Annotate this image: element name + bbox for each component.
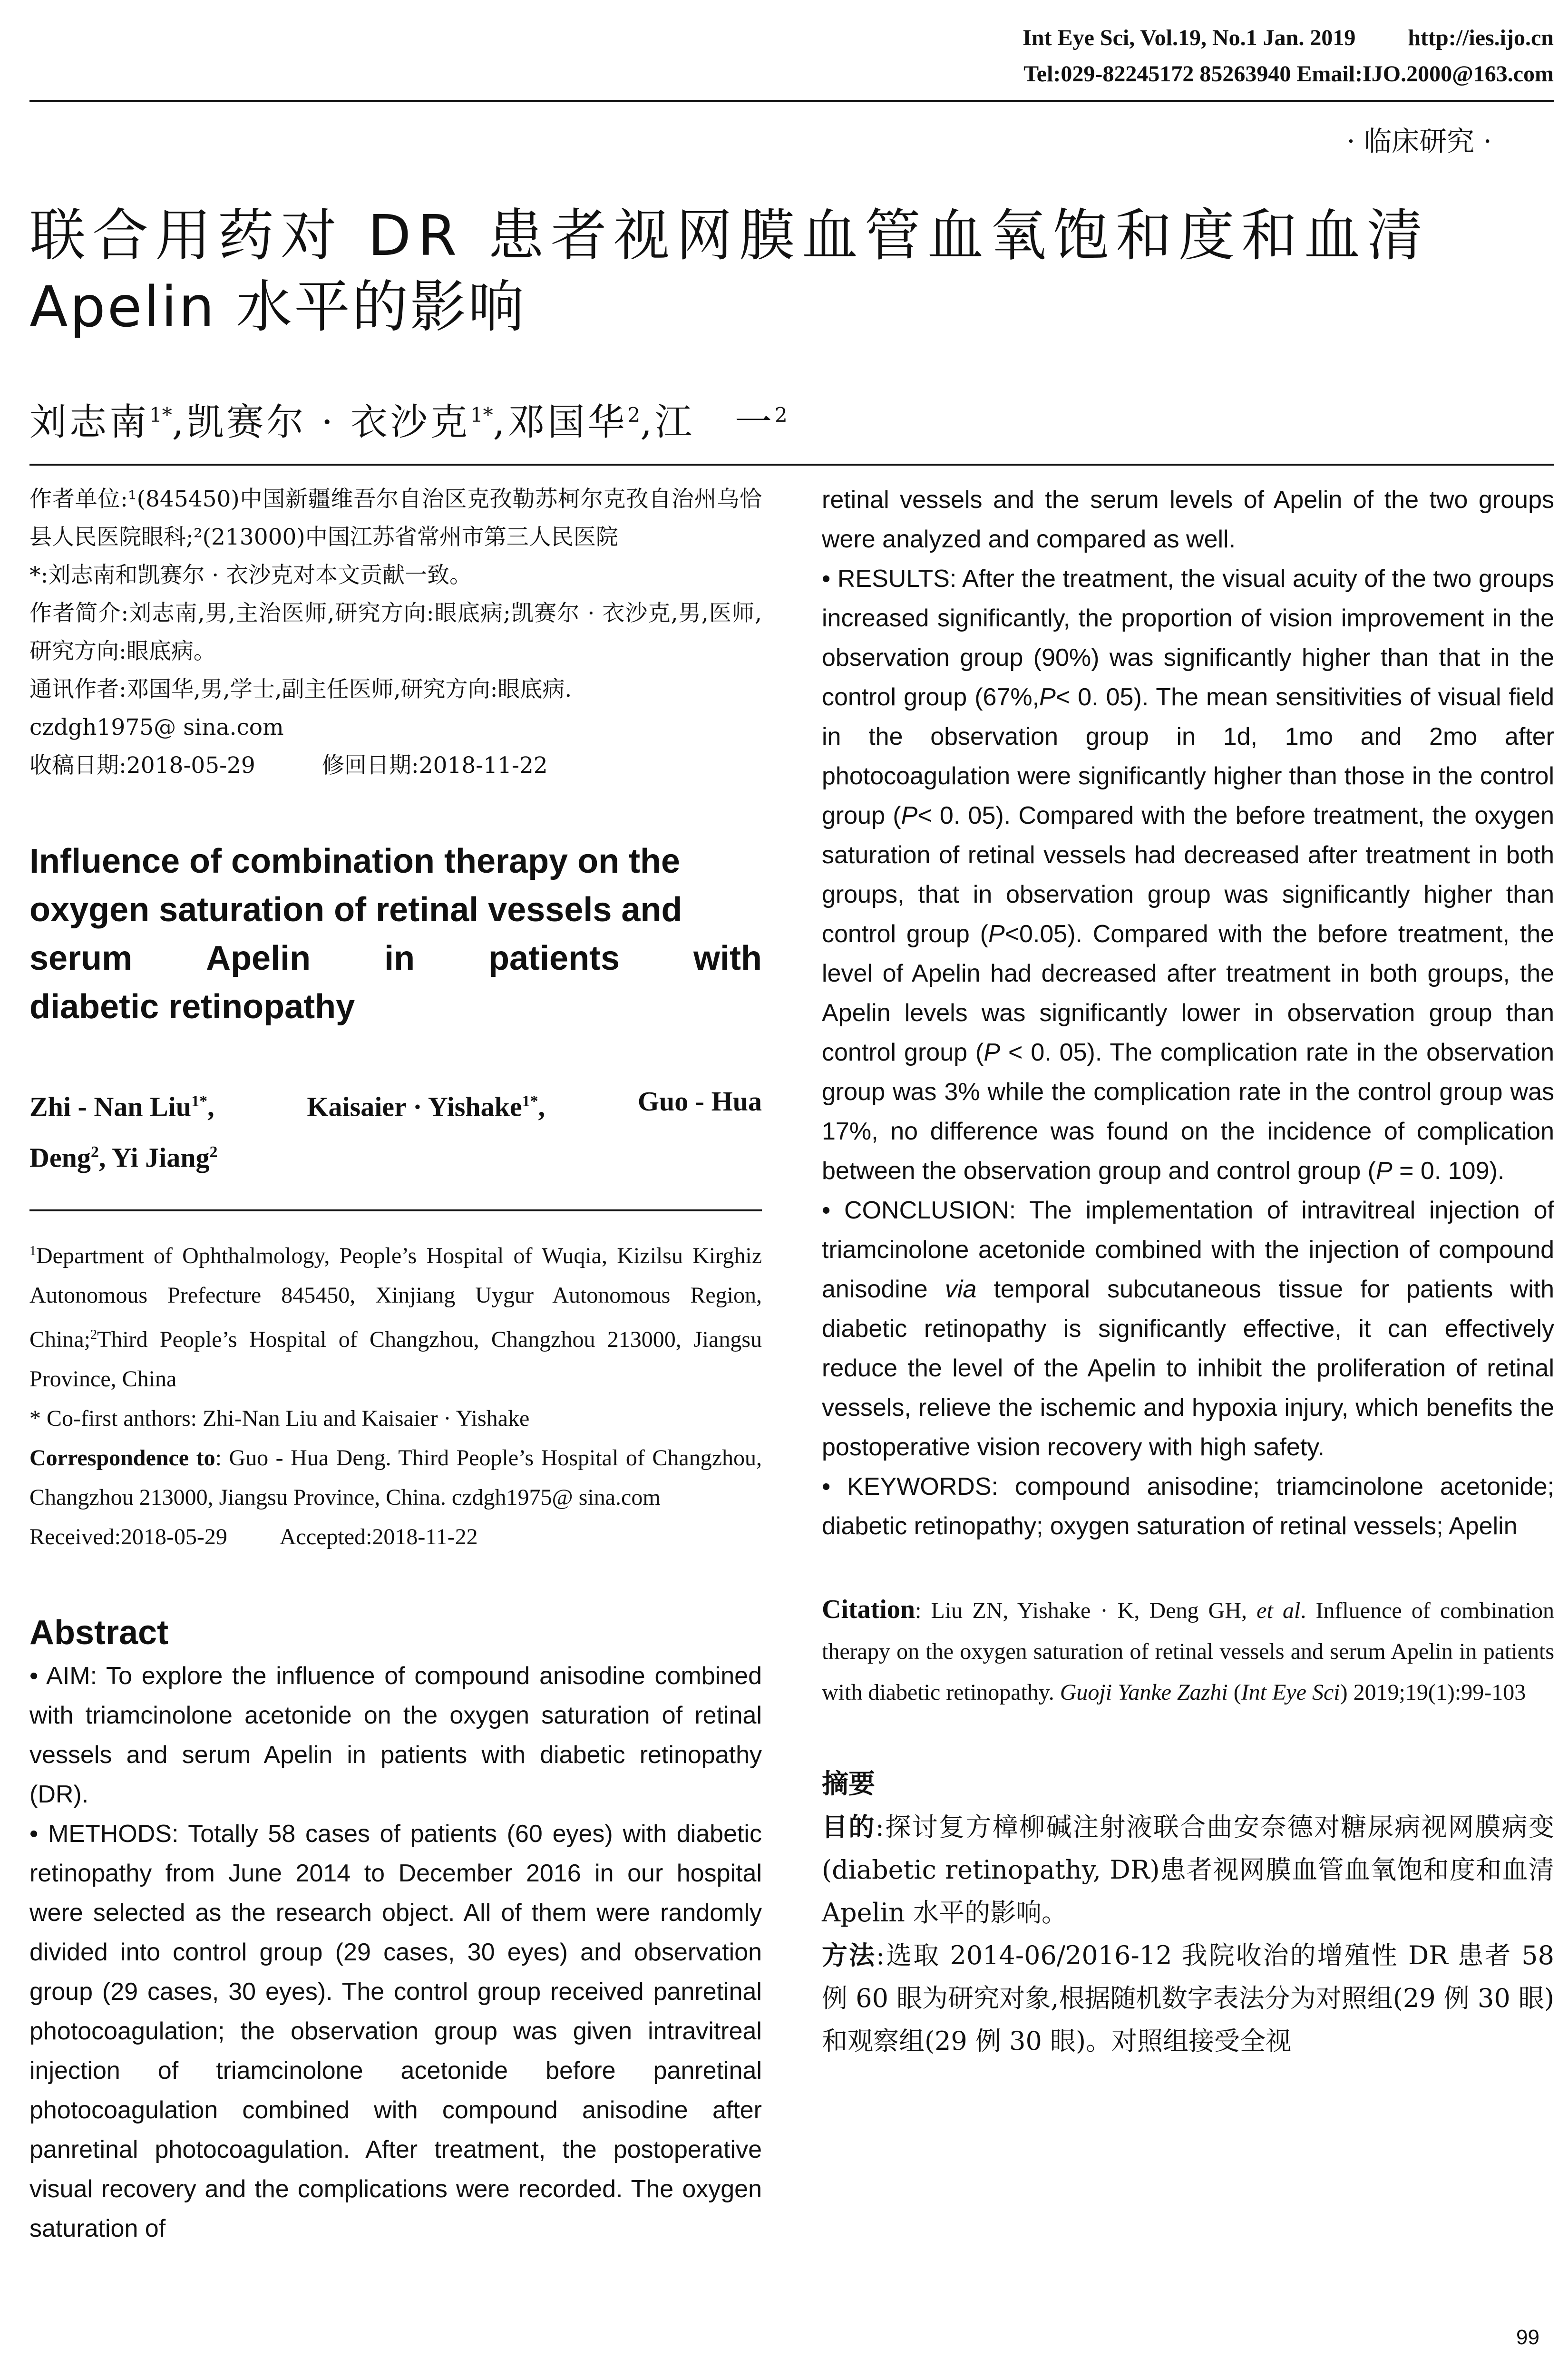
correspondence-label: Correspondence to — [29, 1445, 215, 1471]
citation-part: : Liu ZN, Yishake · K, Deng GH, — [915, 1598, 1257, 1623]
results-part: • RESULTS: After the treatment, the visual acuity of the two groups increased significantly, the proportion of vision improvement in the observation group (90%) was significantly higher than that in the control group (67%, — [822, 565, 1554, 711]
citation-part: ) 2019;19(1):99-103 — [1340, 1680, 1526, 1705]
journal-citation: Int Eye Sci, Vol.19, No.1 Jan. 2019 — [1023, 25, 1356, 50]
affiliations-en — [29, 1231, 762, 1557]
abstract-methods-continued: retinal vessels and the serum levels of Apelin of the two groups were analyzed and compared as well. — [822, 486, 1554, 553]
title-en-line1: Influence of combination therapy on the — [29, 842, 681, 880]
email-cn[interactable]: czdgh1975@ sina.com — [29, 714, 284, 740]
author-cn-4-mark: 2 — [775, 403, 788, 427]
received-date-en: Received:2018-05-29 — [29, 1524, 227, 1549]
title-en-line3 — [29, 934, 762, 983]
author-cn-2-mark: 1* — [470, 403, 493, 427]
left-column — [29, 480, 762, 2249]
citation-journal-abbr: Int Eye Sci — [1241, 1680, 1340, 1705]
abstract-cn-aim — [822, 1806, 1554, 1934]
author-en-3-mark: 2 — [90, 1143, 99, 1161]
cofirst-note-cn: *:刘志南和凯赛尔 · 衣沙克对本文贡献一致。 — [29, 562, 472, 588]
citation-journal: Guoji Yanke Zazhi — [1060, 1680, 1228, 1705]
title-cn-line1: 联合用药对 DR 患者视网膜血管血氧饱和度和血清 — [29, 203, 1430, 268]
author-en-1-mark: 1* — [191, 1092, 208, 1110]
title-en — [29, 837, 762, 1031]
right-column — [822, 480, 1554, 2063]
title-en-word: with — [693, 939, 762, 977]
p-value-symbol: P — [988, 920, 1005, 948]
results-part: < 0. 05). The complication rate in the observation group was 3% while the complication rate in the control group was 17%, no difference was found on the incidence of complication between the observation group and control group ( — [822, 1039, 1554, 1185]
title-en-line2: oxygen saturation of retinal vessels and — [29, 891, 682, 929]
abstract-results — [822, 559, 1554, 1191]
author-en-1: Zhi - Nan Liu$^{1*}$, — [29, 1091, 214, 1122]
title-cn — [29, 200, 1554, 342]
author-bio-cn: 作者简介:刘志南,男,主治医师,研究方向:眼底病;凯赛尔 · 衣沙克,男,医师,研究方向:眼底病。 — [29, 600, 762, 664]
revised-date-cn: 修回日期:2018-11-22 — [321, 752, 548, 779]
accepted-date-en: Accepted:2018-11-22 — [279, 1524, 478, 1549]
aim-label-cn: 目的 — [822, 1812, 876, 1842]
results-part: <0.05). Compared with the before treatment, the level of Apelin had decreased after treatment in both groups, the Apelin levels was significantly lower in observation group than control group ( — [822, 920, 1554, 1066]
conclusion-via: via — [945, 1276, 977, 1303]
citation-part: ( — [1227, 1680, 1241, 1705]
aff1: Department of Ophthalmology, People’s Hospital of Wuqia, Kizilsu Kirghiz Autonomous Prefecture 845450, Xinjiang Uygur Autonomous Region, China; — [29, 1243, 762, 1352]
affiliation-rule — [29, 1209, 762, 1211]
author-en-3-last: Deng — [29, 1142, 91, 1173]
main-rule — [29, 464, 1554, 466]
correspondence-cn: 通讯作者:邓国华,男,学士,副主任医师,研究方向:眼底病. — [29, 676, 572, 702]
abstract-methods: • METHODS: Totally 58 cases of patients (60 eyes) with diabetic retinopathy from June 2014 to December 2016 in our hospital were selected as the research object. All of them were randomly divided into control group (29 cases, 30 eyes) and observation group (29 cases, 30 eyes). The control group received panretinal photocoagulation; the observation group was given intravitreal injection of triamcinolone acetonide before panretinal photocoagulation combined with compound anisodine after panretinal photocoagulation. After treatment, the postoperative visual recovery and the complications were recorded. The oxygen saturation of — [29, 1820, 762, 2242]
dates-cn — [29, 747, 762, 785]
aff1-mark: 1 — [29, 1243, 36, 1258]
method-text-cn: :选取 2014-06/2016-12 我院收治的增殖性 DR 患者 58 例 60 眼为研究对象,根据随机数字表法分为对照组(29 例 30 眼)和观察组(29 例 30 眼)。对照组接受全视 — [822, 1940, 1555, 2056]
title-en-word: patients — [488, 939, 620, 977]
results-part: < 0. 05). The mean sensitivities of visual field in the observation group in 1d, 1mo and 2mo after photocoagulation were significantly higher than those in the control group ( — [822, 683, 1554, 829]
journal-url[interactable]: http://ies.ijo.cn — [1408, 25, 1554, 50]
aff2-mark: 2 — [90, 1327, 97, 1342]
authors-en — [29, 1079, 762, 1181]
title-en-line4: diabetic retinopathy — [29, 988, 355, 1026]
affiliation-text — [29, 1231, 762, 1399]
method-label-cn: 方法 — [822, 1940, 877, 1970]
aim-text-cn: :探讨复方樟柳碱注射液联合曲安奈德对糖尿病视网膜病变(diabetic retinopathy, DR)患者视网膜血管血氧饱和度和血清 Apelin 水平的影响。 — [822, 1812, 1554, 1928]
author-cn-3-mark: 2 — [627, 403, 641, 427]
conclusion-part: • CONCLUSION: The implementation of intravitreal injection of triamcinolone acetonide combined with the injection of compound anisodine — [822, 1197, 1554, 1303]
author-cn-3: 邓国华 — [507, 401, 628, 444]
cofirst-note-en: * Co-first anthors: Zhi-Nan Liu and Kaisaier · Yishake — [29, 1405, 530, 1431]
author-en-2-name: Kaisaier · Yishake — [307, 1091, 522, 1122]
journal-contact: Tel:029-82245172 85263940 Email:IJO.2000@163.com — [1023, 61, 1554, 87]
authors-en-row2: Deng$^2$, Yi Jiang$^2$ — [29, 1142, 218, 1173]
title-cn-line2: Apelin 水平的影响 — [29, 274, 526, 340]
author-en-4: Yi Jiang — [111, 1142, 210, 1173]
authors-cn: 刘志南$^{1*}$,凯赛尔 · 衣沙克$^{1*}$,邓国华$^2$,江 一$^2$ — [29, 401, 788, 444]
p-value-symbol: P — [1039, 683, 1056, 711]
author-en-2: Kaisaier · Yishake$^{1*}$, — [307, 1091, 545, 1122]
author-en-2-mark: 1* — [522, 1092, 538, 1110]
dates-en — [29, 1517, 762, 1557]
conclusion-part: temporal subcutaneous tissue for patients with diabetic retinopathy is significantly effective, it can effectively reduce the level of the Apelin to inhibit the proliferation of retinal vessels, relieve the ischemic and hypoxia injury, which benefits the postoperative vision recovery with high safety. — [822, 1276, 1554, 1461]
author-en-3-first: Guo - Hua — [637, 1086, 762, 1117]
abstract-keywords: • KEYWORDS: compound anisodine; triamcinolone acetonide; diabetic retinopathy; oxygen saturation of retinal vessels; Apelin — [822, 1473, 1554, 1540]
title-en-word: serum — [29, 939, 133, 977]
results-part: < 0. 05). Compared with the before treatment, the oxygen saturation of retinal vessels had decreased after treatment in both groups, that in observation group was significantly higher than control group ( — [822, 802, 1554, 948]
p-value-symbol: P — [901, 802, 918, 829]
abstract-heading: Abstract — [29, 1613, 169, 1652]
results-part: = 0. 109). — [1392, 1157, 1505, 1185]
header-rule — [29, 100, 1554, 102]
abstract-conclusion — [822, 1191, 1554, 1467]
citation-etal: et al — [1256, 1598, 1301, 1623]
title-en-word: in — [384, 939, 415, 977]
citation-part: . Influence of combination therapy on the oxygen saturation of retinal vessels and serum Apelin in patients with diabetic retinopathy. — [822, 1598, 1555, 1705]
aff2: Third People’s Hospital of Changzhou, Changzhou 213000, Jiangsu Province, China — [29, 1326, 762, 1392]
authors-en-row1 — [29, 1079, 762, 1130]
correspondence-en — [29, 1438, 762, 1517]
author-cn-2: 凯赛尔 · 衣沙克 — [186, 401, 470, 444]
author-cn-1-mark: 1* — [149, 403, 172, 427]
author-cn-4: 江 一 — [655, 401, 775, 444]
p-value-symbol: P — [1376, 1157, 1393, 1185]
author-cn-1: 刘志南 — [29, 401, 150, 444]
journal-line-1 — [1023, 20, 1554, 56]
author-unit-cn: 作者单位:¹(845450)中国新疆维吾尔自治区克孜勒苏柯尔克孜自治州乌恰县人民医院眼科;²(213000)中国江苏省常州市第三人民医院 — [29, 486, 762, 550]
abstract-aim: • AIM: To explore the influence of compound anisodine combined with triamcinolone acetonide on the oxygen saturation of retinal vessels and serum Apelin in patients with diabetic retinopathy (DR). — [29, 1662, 762, 1808]
citation-label: Citation — [822, 1595, 915, 1624]
author-en-1-name: Zhi - Nan Liu — [29, 1091, 192, 1122]
abstract-cn-method — [822, 1934, 1554, 2063]
section-label: · 临床研究 · — [1346, 125, 1492, 157]
received-date-cn: 收稿日期:2018-05-29 — [29, 752, 255, 779]
abstract-cn-heading: 摘要 — [822, 1769, 875, 1800]
title-en-word: Apelin — [206, 939, 311, 977]
author-en-4-mark: 2 — [209, 1143, 218, 1161]
citation — [822, 1589, 1554, 1713]
page-number: 99 — [1516, 2326, 1539, 2349]
p-value-symbol: P — [984, 1039, 1001, 1066]
journal-info — [1023, 20, 1554, 92]
correspondence-text: : Guo - Hua Deng. Third People’s Hospital of Changzhou, Changzhou 213000, Jiangsu Province, China. czdgh1975@ sina.com — [29, 1445, 762, 1510]
